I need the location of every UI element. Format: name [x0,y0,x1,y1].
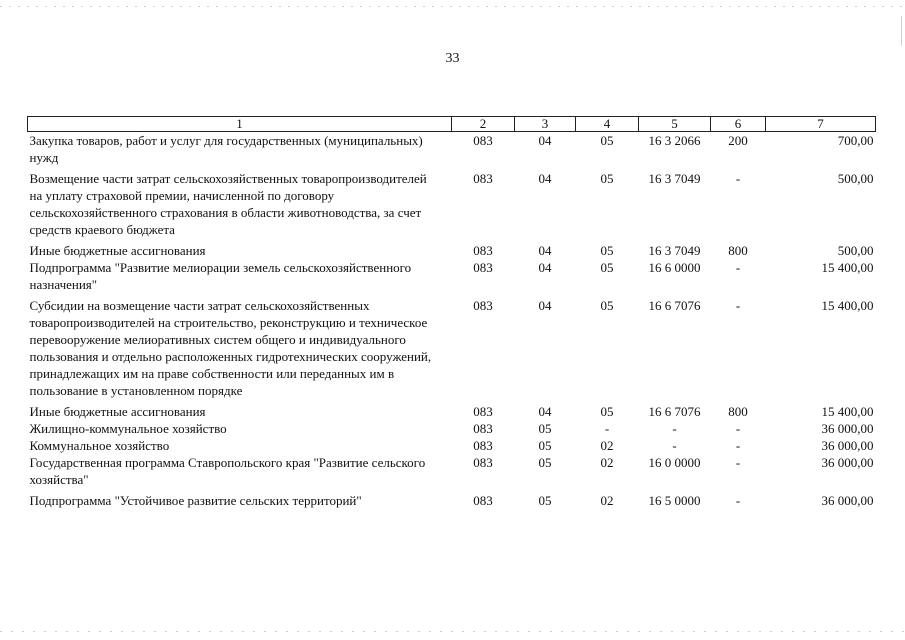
row-section: 04 [538,260,552,275]
row-name: Закупка товаров, работ и услуг для государственных (муниципальных) нужд [29,133,423,165]
table-row [28,437,876,454]
row-name: Иные бюджетные ассигнования [29,243,206,258]
row-amount: 36 000,00 [821,493,874,508]
row-subsection: - [604,421,610,436]
row-target-article: 16 3 2066 [648,133,701,148]
table-row [28,454,876,492]
row-section: 04 [538,171,552,186]
row-name: Подпрограмма "Устойчивое развитие сельских территорий" [29,493,362,508]
row-target-article: 16 3 7049 [648,171,701,186]
row-subsection: 05 [600,171,614,186]
row-expense-type: - [735,260,741,275]
row-amount: 36 000,00 [821,438,874,453]
row-amount: 15 400,00 [821,298,874,313]
row-subsection: 05 [600,404,614,419]
table-row [28,403,876,420]
row-target-article: - [672,421,677,436]
row-ministry-code: 083 [473,438,493,453]
row-amount: 500,00 [837,243,874,258]
row-name: Государственная программа Ставропольского края "Развитие сельского хозяйства" [29,455,426,487]
row-name: Возмещение части затрат сельскохозяйственных товаропроизводителей на уплату страховой премии, начисленной по договору сельскохозяйственного страхования в области животноводства, за счет средств краевого бюджета [29,171,427,237]
row-ministry-code: 083 [473,171,493,186]
row-expense-type: 800 [728,404,748,419]
row-ministry-code: 083 [473,243,493,258]
row-expense-type: - [735,438,741,453]
row-name: Коммунальное хозяйство [29,438,170,453]
row-name: Подпрограмма "Развитие мелиорации земель сельскохозяйственного назначения" [29,260,412,292]
header-col-3: 3 [515,117,576,132]
row-target-article: 16 6 0000 [648,260,701,275]
row-amount: 36 000,00 [821,421,874,436]
row-subsection: 02 [600,438,614,453]
row-subsection: 05 [600,298,614,313]
row-expense-type: 800 [728,243,748,258]
row-name: Жилищно-коммунальное хозяйство [29,421,227,436]
row-subsection: 02 [600,455,614,470]
header-col-7: 7 [766,117,876,132]
row-target-article: - [672,438,677,453]
row-target-article: 16 3 7049 [648,243,701,258]
row-ministry-code: 083 [473,404,493,419]
header-col-5: 5 [639,117,711,132]
row-ministry-code: 083 [473,260,493,275]
row-section: 04 [538,404,552,419]
row-subsection: 05 [600,133,614,148]
row-ministry-code: 083 [473,133,493,148]
row-section: 04 [538,133,552,148]
budget-table [27,116,876,509]
page-number: 33 [445,51,460,66]
row-amount: 36 000,00 [821,455,874,470]
scan-noise-top [0,6,905,7]
table-row [28,132,876,171]
row-ministry-code: 083 [473,298,493,313]
row-expense-type: - [735,298,741,313]
table-body [28,132,876,510]
row-section: 05 [538,493,552,508]
row-amount: 500,00 [837,171,874,186]
row-expense-type: - [735,421,741,436]
scan-noise-edge [901,16,902,46]
row-ministry-code: 083 [473,493,493,508]
table-row [28,297,876,403]
row-amount: 15 400,00 [821,404,874,419]
row-subsection: 02 [600,493,614,508]
row-section: 05 [538,438,552,453]
table-row [28,242,876,259]
row-target-article: 16 5 0000 [648,493,701,508]
table-row [28,259,876,297]
row-ministry-code: 083 [473,421,493,436]
table-header [28,117,876,132]
row-amount: 700,00 [837,133,874,148]
row-target-article: 16 6 7076 [648,298,701,313]
row-ministry-code: 083 [473,455,493,470]
row-target-article: 16 0 0000 [648,455,701,470]
row-expense-type: - [735,493,741,508]
row-subsection: 05 [600,260,614,275]
row-name: Иные бюджетные ассигнования [29,404,206,419]
row-expense-type: - [735,171,741,186]
row-amount: 15 400,00 [821,260,874,275]
row-section: 04 [538,298,552,313]
scan-noise-bottom [0,631,905,632]
row-name: Субсидии на возмещение части затрат сельскохозяйственных товаропроизводителей на строительство, реконструкцию и техническое перевооружение мелиоративных систем общего и индивидуального пользования и отдельно расположенных гидротехнических сооружений, принадлежащих им на праве собственности или переданных им в пользование в установленном порядке [29,298,432,398]
row-section: 04 [538,243,552,258]
header-col-1: 1 [28,117,452,132]
row-subsection: 05 [600,243,614,258]
table-row [28,492,876,509]
header-row [28,117,876,132]
header-col-6: 6 [711,117,766,132]
header-col-2: 2 [452,117,515,132]
row-section: 05 [538,455,552,470]
table-row [28,420,876,437]
row-expense-type: - [735,455,741,470]
table-row [28,170,876,242]
header-col-4: 4 [576,117,639,132]
row-expense-type: 200 [728,133,748,148]
row-section: 05 [538,421,552,436]
row-target-article: 16 6 7076 [648,404,701,419]
